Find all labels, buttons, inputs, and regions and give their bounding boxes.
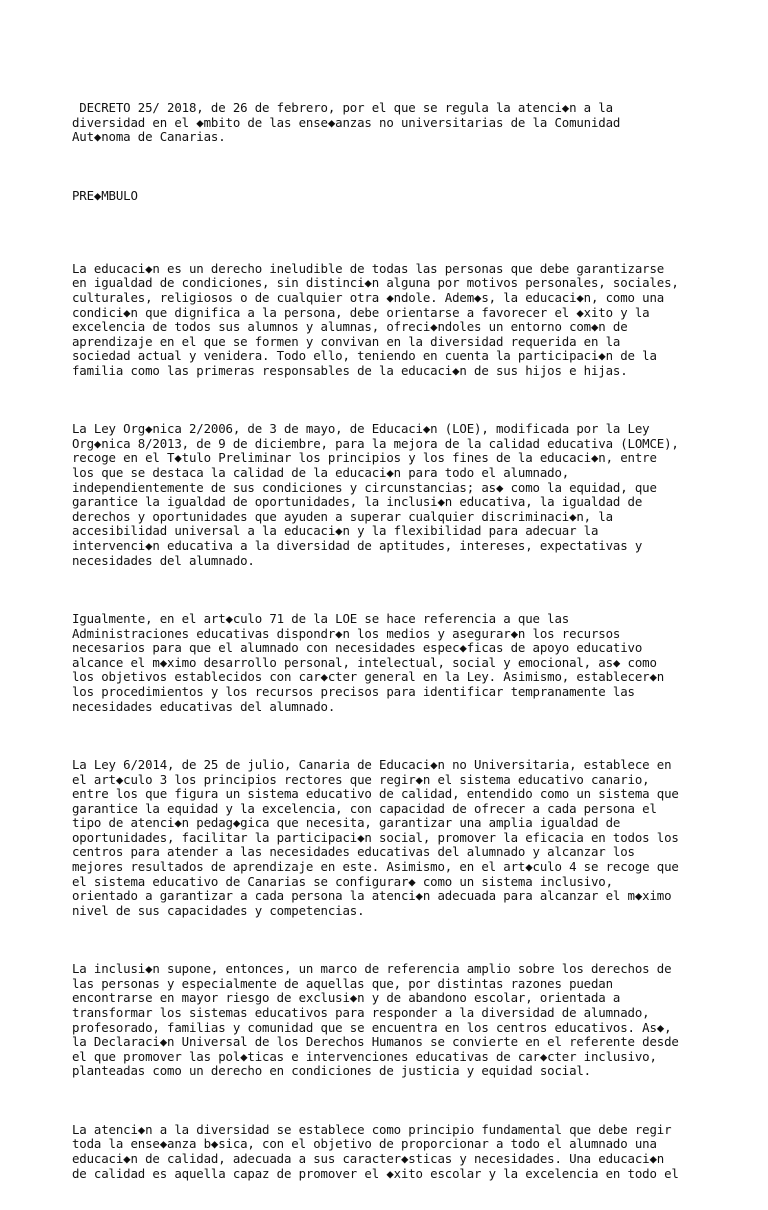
paragraph: La educaci◆n es un derecho ineludible de todas las personas que debe garantizarse en igualdad de condiciones, sin distinci◆n alguna por motivos personales, sociales, culturales, religiosos o de cualquier otra ◆ndole. Adem◆s, la educaci◆n, como una condici◆n que dignifica a la persona, debe orientarse a favorecer el ◆xito y la excelencia de todos sus alumnos y alumnas, ofreci◆ndoles un entorno com◆n de aprendizaje en el que se formen y convivan en la diversidad requerida en la sociedad actual y venidera. Todo ello, teniendo en cuenta la participaci◆n de la familia como las primeras responsables de la educaci◆n de sus hijos e hijas. [72, 260, 679, 378]
paragraph: Igualmente, en el art◆culo 71 de la LOE se hace referencia a que las Administraciones educativas dispondr◆n los medios y asegurar◆n los recursos necesarios para que el alumnado con necesidades espec◆ficas de apoyo educativo alcance el m◆ximo desarrollo personal, intelectual, social y emocional, as◆ como los objetivos establecidos con car◆cter general en la Ley. Asimismo, establecer◆n los procedimientos y los recursos precisos para identificar tempranamente las necesidades educativas del alumnado. [72, 610, 665, 714]
decree-title: DECRETO 25/ 2018, de 26 de febrero, por el que se regula la atenci◆n a la diversidad en el ◆mbito de las ense◆anzas no universitarias de la Comunidad Aut◆noma de Canarias. [72, 100, 621, 145]
document-body [72, 72, 712, 1210]
paragraph: La Ley Org◆nica 2/2006, de 3 de mayo, de Educaci◆n (LOE), modificada por la Ley Org◆nica 8/2013, de 9 de diciembre, para la mejora de la calidad educativa (LOMCE), recoge en el T◆tulo Preliminar los principios y los fines de la educaci◆n, entre los que se destaca la calidad de la educaci◆n para todo el alumnado, independientemente de sus condiciones y circunstancias; as◆ como la equidad, que garantice la igualdad de oportunidades, la inclusi◆n educativa, la igualdad de derechos y oportunidades que ayuden a superar cualquier discriminaci◆n, la accesibilidad universal a la educaci◆n y la flexibilidad para adecuar la intervenci◆n educativa a la diversidad de aptitudes, intereses, expectativas y necesidades del alumnado. [72, 421, 679, 568]
paragraph: La Ley 6/2014, de 25 de julio, Canaria de Educaci◆n no Universitaria, establece en el art◆culo 3 los principios rectores que regir◆n el sistema educativo canario, entre los que figura un sistema educativo de calidad, entendido como un sistema que garantice la equidad y la excelencia, con capacidad de ofrecer a cada persona el tipo de atenci◆n pedag◆gica que necesita, garantizar una amplia igualdad de oportunidades, facilitar la participaci◆n social, promover la eficacia en todos los centros para atender a las necesidades educativas del alumnado y alcanzar los mejores resultados de aprendizaje en este. Asimismo, en el art◆culo 4 se recoge que el sistema educativo de Canarias se configurar◆ como un sistema inclusivo, orientado a garantizar a cada persona la atenci◆n adecuada para alcanzar el m◆ximo nivel de sus capacidades y competencias. [72, 756, 679, 918]
paragraph: La atenci◆n a la diversidad se establece como principio fundamental que debe regir toda la ense◆anza b◆sica, con el objetivo de proporcionar a todo el alumnado una educaci◆n de calidad, adecuada a sus caracter◆sticas y necesidades. Una educaci◆n de calidad es aquella capaz de promover el ◆xito escolar y la excelencia en todo el [72, 1121, 679, 1181]
preamble-heading: PRE◆MBULO [72, 187, 138, 203]
paragraph: La inclusi◆n supone, entonces, un marco de referencia amplio sobre los derechos de las personas y especialmente de aquellas que, por distintas razones puedan encontrarse en mayor riesgo de exclusi◆n y de abandono escolar, orientada a transformar los sistemas educativos para responder a la diversidad de alumnado, profesorado, familias y comunidad que se encuentra en los centros educativos. As◆, la Declaraci◆n Universal de los Derechos Humanos se convierte en el referente desde el que promover las pol◆ticas e intervenciones educativas de car◆cter inclusivo, planteadas como un derecho en condiciones de justicia y equidad social. [72, 961, 679, 1079]
